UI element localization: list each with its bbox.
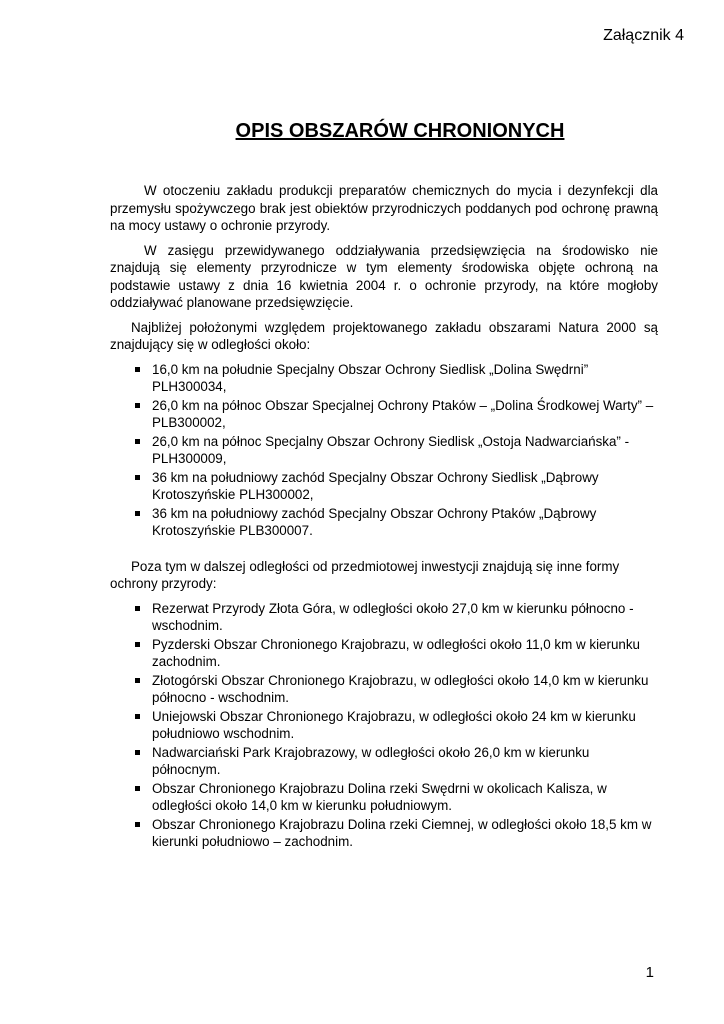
- page-number: 1: [645, 964, 654, 981]
- list-item: 16,0 km na południe Specjalny Obszar Ochrony Siedlisk „Dolina Swędrni” PLH300034,: [110, 361, 658, 396]
- square-bullet-icon: [135, 642, 140, 647]
- list-item: Obszar Chronionego Krajobrazu Dolina rzeki Swędrni w okolicach Kalisza, w odległości około 14,0 km w kierunku południowym.: [110, 780, 658, 815]
- annex-label: Załącznik 4: [603, 27, 684, 44]
- natura-list: [110, 361, 658, 540]
- natura-intro-paragraph: Najbliżej położonymi względem projektowanego zakładu obszarami Natura 2000 są znajdujący się w odległości około:: [110, 319, 658, 352]
- list-item: Uniejowski Obszar Chronionego Krajobrazu, w odległości około 24 km w kierunku południowo wschodnim.: [110, 708, 658, 743]
- spacer: [110, 541, 658, 558]
- document-body: [110, 182, 658, 852]
- list-item: Pyzderski Obszar Chronionego Krajobrazu, w odległości około 11,0 km w kierunku zachodnim.: [110, 636, 658, 671]
- square-bullet-icon: [135, 439, 140, 444]
- list-item: 36 km na południowy zachód Specjalny Obszar Ochrony Siedlisk „Dąbrowy Krotoszyńskie PLH300002,: [110, 469, 658, 504]
- list-item: Rezerwat Przyrody Złota Góra, w odległości około 27,0 km w kierunku północno - wschodnim.: [110, 600, 658, 635]
- list-item: Obszar Chronionego Krajobrazu Dolina rzeki Ciemnej, w odległości około 18,5 km w kierunki południowo – zachodnim.: [110, 816, 658, 851]
- square-bullet-icon: [135, 822, 140, 827]
- impact-paragraph: W zasięgu przewidywanego oddziaływania przedsięwzięcia na środowisko nie znajdują się elementy przyrodnicze w tym elementy środowiska objęte ochroną na podstawie ustawy z dnia 16 kwietnia 2004 r. o ochronie przyrody, na które mogłoby oddziaływać planowane przedsięwzięcie.: [110, 242, 658, 310]
- square-bullet-icon: [135, 750, 140, 755]
- list-item: 26,0 km na północ Obszar Specjalnej Ochrony Ptaków – „Dolina Środkowej Warty” – PLB300002,: [110, 397, 658, 432]
- page-title: OPIS OBSZARÓW CHRONIONYCH: [235, 120, 565, 142]
- list-item: Nadwarciański Park Krajobrazowy, w odległości około 26,0 km w kierunku północnym.: [110, 744, 658, 779]
- list-item: 26,0 km na północ Specjalny Obszar Ochrony Siedlisk „Ostoja Nadwarciańska” - PLH300009,: [110, 433, 658, 468]
- square-bullet-icon: [135, 511, 140, 516]
- square-bullet-icon: [135, 606, 140, 611]
- intro-paragraph: W otoczeniu zakładu produkcji preparatów chemicznych do mycia i dezynfekcji dla przemysłu spożywczego brak jest obiektów przyrodniczych poddanych pod ochronę prawną na mocy ustawy o ochronie przyrody.: [110, 183, 658, 233]
- list-item: Złotogórski Obszar Chronionego Krajobrazu, w odległości około 14,0 km w kierunku północno - wschodnim.: [110, 672, 658, 707]
- list-item: 36 km na południowy zachód Specjalny Obszar Ochrony Ptaków „Dąbrowy Krotoszyńskie PLB300007.: [110, 505, 658, 540]
- square-bullet-icon: [135, 367, 140, 372]
- square-bullet-icon: [135, 786, 140, 791]
- square-bullet-icon: [135, 475, 140, 480]
- square-bullet-icon: [135, 678, 140, 683]
- other-forms-list: [110, 600, 658, 851]
- other-forms-intro: Poza tym w dalszej odległości od przedmiotowej inwestycji znajdują się inne formy ochrony przyrody:: [110, 558, 620, 591]
- square-bullet-icon: [135, 403, 140, 408]
- square-bullet-icon: [135, 714, 140, 719]
